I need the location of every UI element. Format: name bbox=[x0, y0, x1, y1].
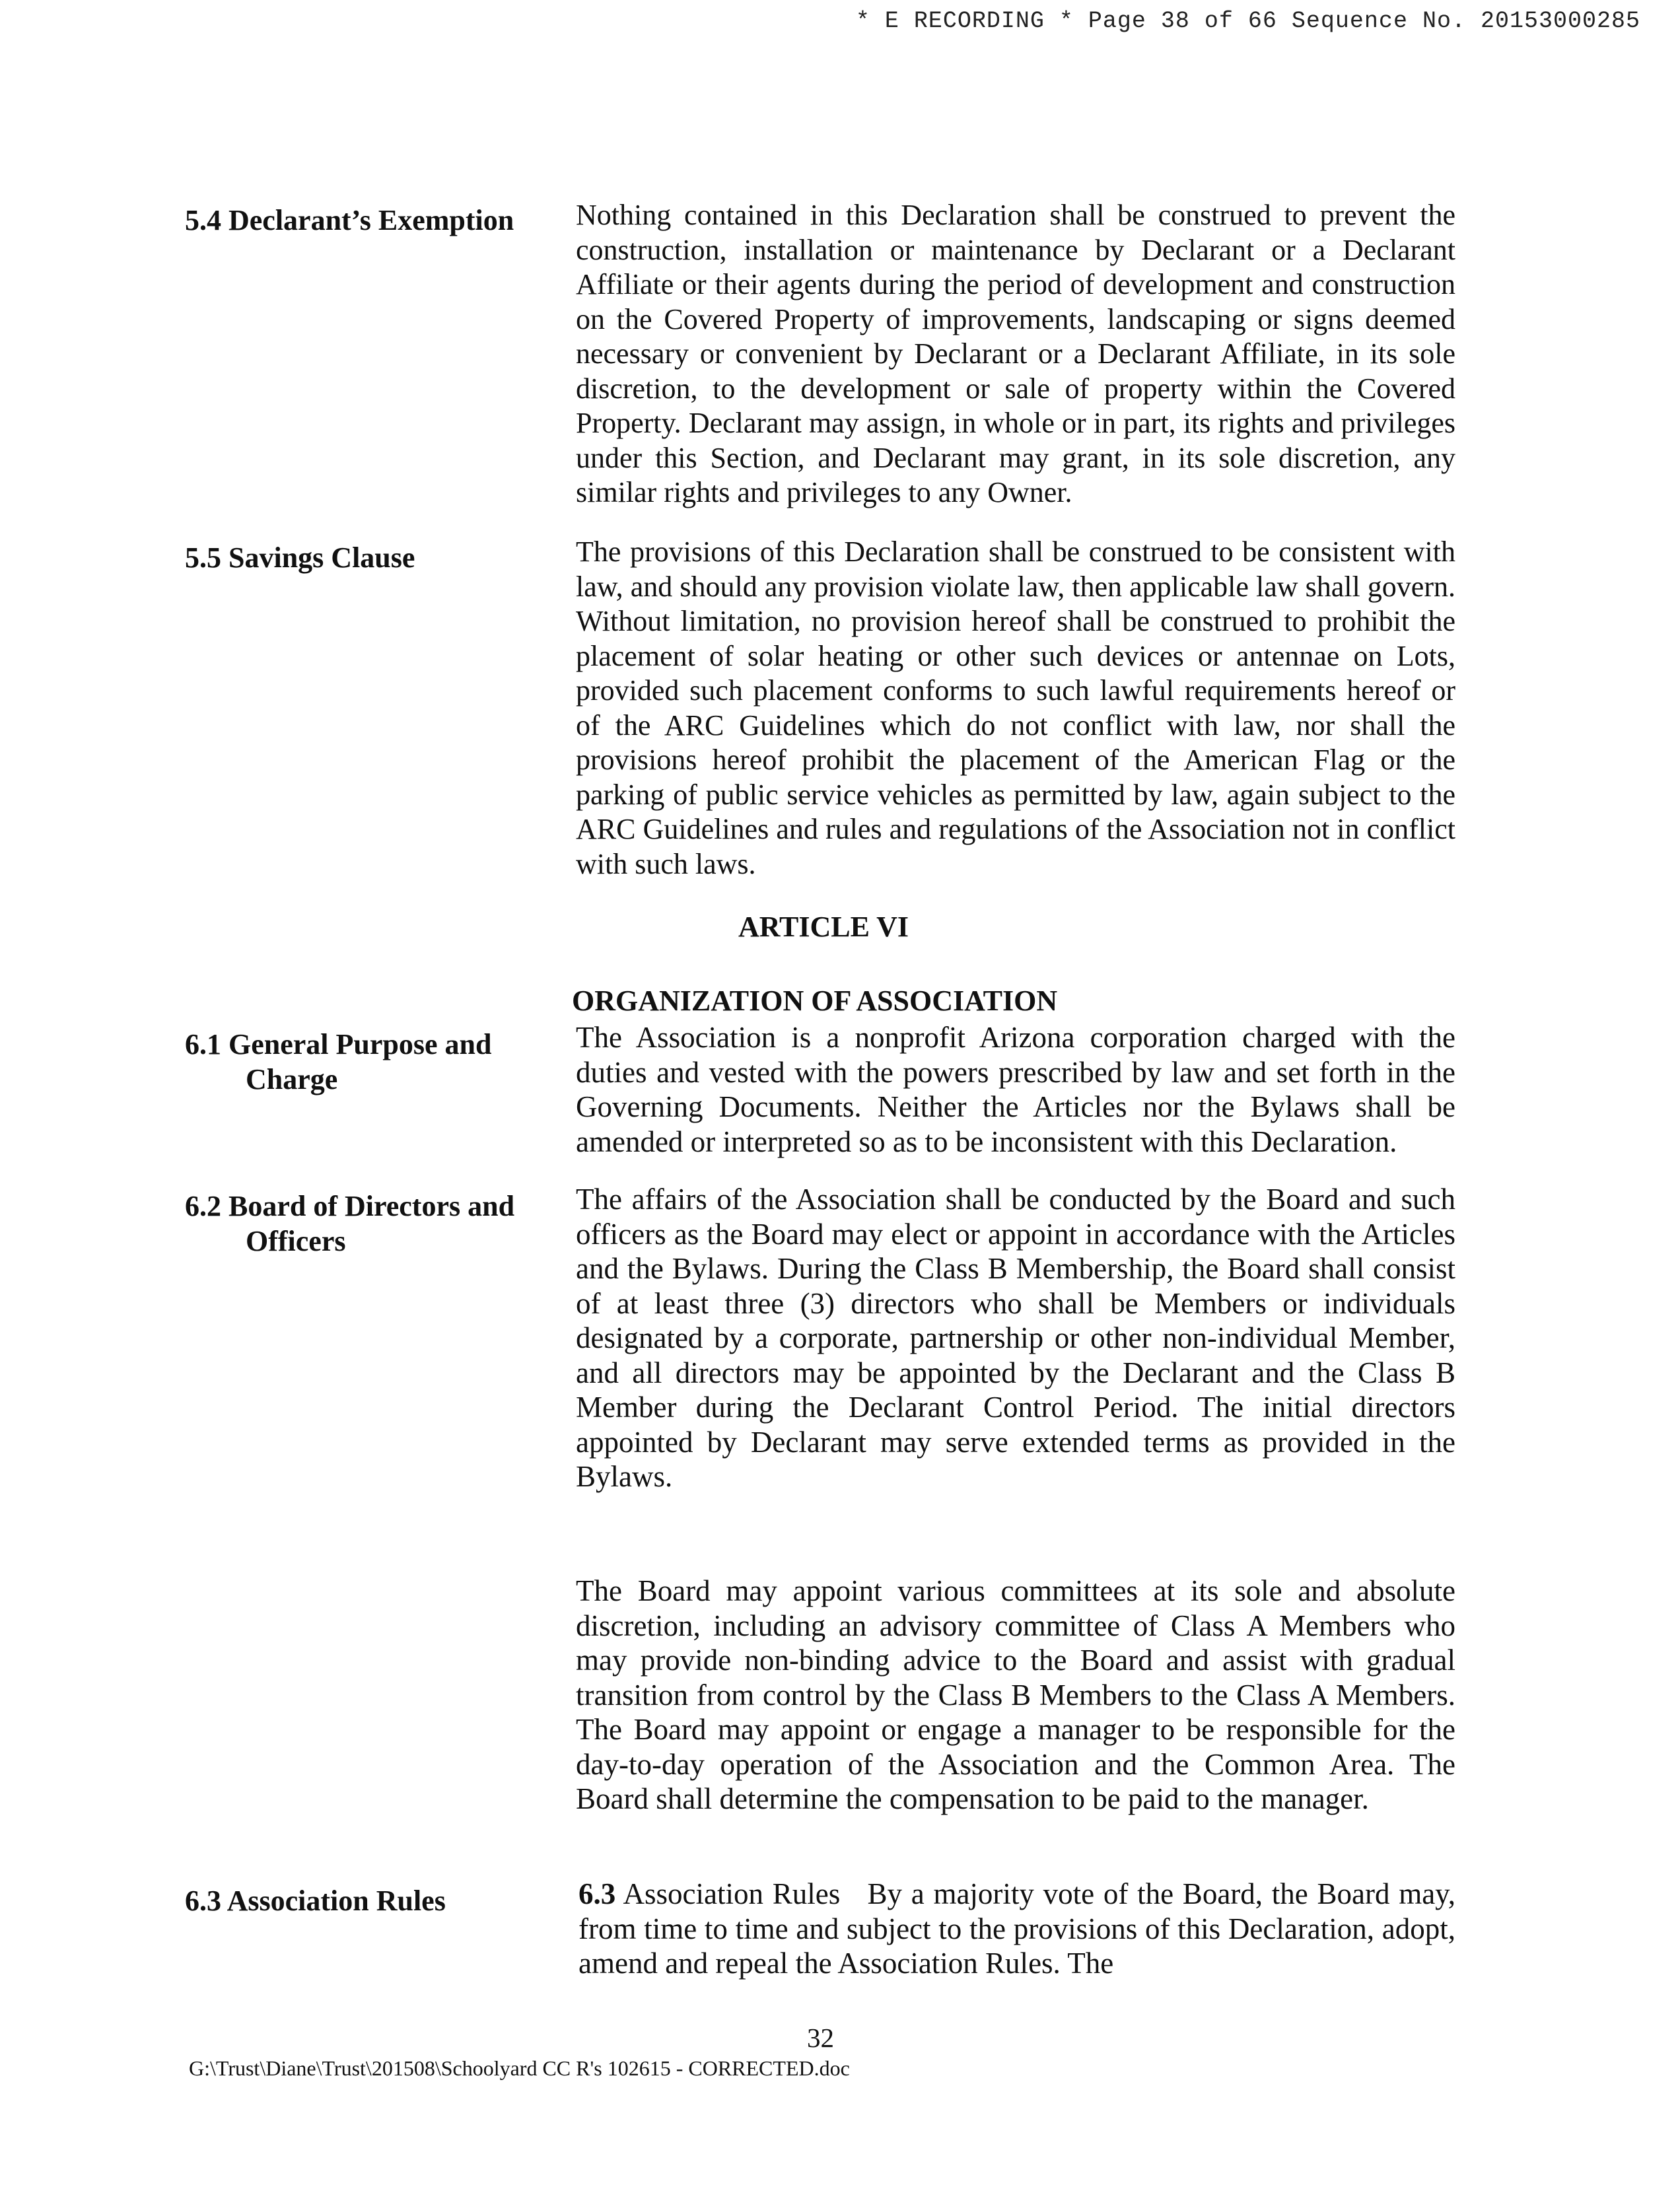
section-6-1-heading-line2: Charge bbox=[246, 1063, 338, 1095]
section-5-5-body: The provisions of this Declaration shall be construed to be consistent with law, and should any provision violate law, then applicable law shall govern. Without limitation, no provision hereof shall be construed to prohibit the placement of solar heating or other such devices or antennae on Lots, provided such placement conforms to such lawful requirements hereof or of the ARC Guidelines which do not conflict with law, nor shall the provisions hereof prohibit the placement of the American Flag or the parking of public service vehicles as permitted by law, again subject to the ARC Guidelines and rules and regulations of the Association not in conflict with such laws. bbox=[576, 536, 1455, 880]
section-6-2-body: The affairs of the Association shall be conducted by the Board and such officers as the Board may elect or appoint in accordance with the Articles and the Bylaws. During the Class B Membership, the Board shall consist of at least three (3) directors who shall be Members or individuals designated by a corporate, partnership or other non-individual Member, and all directors may be appointed by the Declarant and the Class B Member during the Declarant Control Period. The initial directors appointed by Declarant may serve extended terms as provided in the Bylaws. bbox=[576, 1183, 1455, 1493]
section-6-2-heading-line1: 6.2 Board of Directors and bbox=[185, 1190, 515, 1222]
section-6-3-body: By a majority vote of the Board, the Board may, from time to time and subject to the provisions of this Declaration, adopt, amend and repeal the Association Rules. The bbox=[578, 1877, 1456, 1980]
section-6-3-inline-title: Association Rules bbox=[615, 1877, 841, 1910]
article-title: ARTICLE VI bbox=[738, 911, 909, 943]
section-5-5-heading: 5.5 Savings Clause bbox=[185, 541, 415, 574]
recording-header: * E RECORDING * Page 38 of 66 Sequence No. 20153000285 bbox=[855, 8, 1640, 34]
section-6-1-heading bbox=[185, 1027, 555, 1097]
section-5-4-heading: 5.4 Declarant’s Exemption bbox=[185, 204, 514, 236]
section-6-3-heading: 6.3 Association Rules bbox=[185, 1885, 446, 1917]
section-6-1-body: The Association is a nonprofit Arizona corporation charged with the duties and vested with the powers prescribed by law and set forth in the Governing Documents. Neither the Articles nor the Bylaws shall be amended or interpreted so as to be inconsistent with this Declaration. bbox=[576, 1021, 1455, 1158]
section-6-2-heading-line2: Officers bbox=[246, 1225, 346, 1257]
section-6-1-heading-line1: 6.1 General Purpose and bbox=[185, 1028, 492, 1060]
page-number: 32 bbox=[807, 2023, 834, 2053]
section-6-2-body-continued: The Board may appoint various committees at its sole and absolute discretion, including an advisory committee of Class A Members who may provide non-binding advice to the Board and assist with gradual transition from control by the Class B Members to the Class A Members. The Board may appoint or engage a manager to be responsible for the day-to-day operation of the Association and the Common Area. The Board shall determine the compensation to be paid to the manager. bbox=[576, 1574, 1455, 1815]
section-5-4-body: Nothing contained in this Declaration shall be construed to prevent the construction, installation or maintenance by Declarant or a Declarant Affiliate or their agents during the period of development and construction on the Covered Property of improvements, landscaping or signs deemed necessary or convenient by Declarant or a Declarant Affiliate, in its sole discretion, to the development or sale of property within the Covered Property. Declarant may assign, in whole or in part, its rights and privileges under this Section, and Declarant may grant, in its sole discretion, any similar rights and privileges to any Owner. bbox=[576, 199, 1455, 508]
article-subtitle: ORGANIZATION OF ASSOCIATION bbox=[572, 985, 1058, 1017]
section-6-2-heading bbox=[185, 1189, 555, 1259]
section-6-3-inline-number: 6.3 bbox=[578, 1877, 616, 1910]
footer-file-path: G:\Trust\Diane\Trust\201508\Schoolyard CC R's 102615 - CORRECTED.doc bbox=[189, 2056, 850, 2080]
section-6-3-body-block bbox=[578, 1877, 1455, 1981]
